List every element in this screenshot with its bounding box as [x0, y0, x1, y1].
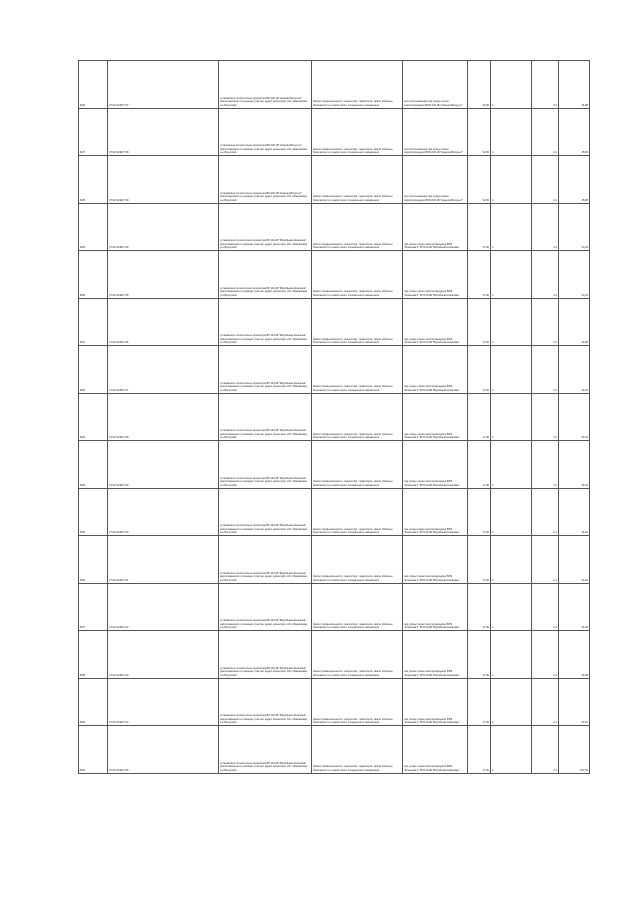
value-c-cell: 36,34: [559, 583, 590, 631]
area-cell: 17,00: [468, 678, 491, 726]
location-cell: установлено относительно ориентира ВЛ 110 кВ "Воробьево-Кинешма", расположенного в границах участка. адрес ориентира: обл. Ивановская, р-н Вичугский: [219, 536, 312, 584]
value-a-cell: 4: [491, 346, 532, 394]
value-b-cell: 0,1: [532, 298, 559, 346]
land-category-cell: Земли промышленности, энергетики, транспорта, земли обороны, безопасности и земли иного специального назначения: [312, 678, 403, 726]
area-cell: 17,00: [468, 346, 491, 394]
area-cell: 17,00: [468, 298, 491, 346]
value-a-cell: 4: [491, 61, 532, 109]
row-number: 8/39: [79, 678, 108, 726]
cadastral-number: 37:02:014627:43: [108, 631, 219, 679]
value-a-cell: 4: [491, 203, 532, 251]
value-b-cell: 0,1: [532, 441, 559, 489]
land-category-cell: Земли промышленности, энергетики, транспорта, земли обороны, безопасности и земли иного специального назначения: [312, 393, 403, 441]
table-row: [79, 346, 590, 394]
value-c-cell: 46,98: [559, 61, 590, 109]
location-cell: установлено относительно ориентира ВЛ 220 кВ "Нижняя-Вичуга-2", расположенного в границах участка. адрес ориентира: обл. Ивановская, р-н Вичугский: [219, 156, 312, 204]
value-b-cell: 0,1: [532, 583, 559, 631]
value-a-cell: 4: [491, 488, 532, 536]
row-number: 8/36: [79, 536, 108, 584]
permitted-use-cell: под опоры линии электропередачи ВЛЭ "Кинешма-1" ВЛ 110 кВ "Воробьево-Кинешма": [403, 678, 468, 726]
table-row: [79, 726, 590, 774]
value-c-cell: 36,24: [559, 346, 590, 394]
area-cell: 17,00: [468, 536, 491, 584]
area-cell: 32,00: [468, 156, 491, 204]
table-body: [79, 61, 590, 774]
row-number: 8/38: [79, 631, 108, 679]
area-cell: 17,00: [468, 631, 491, 679]
value-c-cell: 34,24: [559, 678, 590, 726]
value-b-cell: 0,1: [532, 393, 559, 441]
value-b-cell: 2,1: [532, 536, 559, 584]
permitted-use-cell: под опоры линии электропередачи ВЛЭ "Кинешма-1" ВЛ 110 кВ "Воробьево-Кинешма": [403, 536, 468, 584]
cadastral-number: 37:02:014627:37: [108, 61, 219, 109]
value-c-cell: 36,34: [559, 441, 590, 489]
area-cell: 17,00: [468, 488, 491, 536]
cadastral-number: 37:02:014627:44: [108, 678, 219, 726]
permitted-use-cell: под опоры линии электропередачи ВЛЭ "Кинешма-1" ВЛ 110 кВ "Воробьево-Кинешма": [403, 488, 468, 536]
table-row: [79, 488, 590, 536]
value-a-cell: 4: [491, 156, 532, 204]
value-b-cell: 0,1: [532, 156, 559, 204]
location-cell: установлено относительно ориентира ВЛ 110 кВ "Воробьево-Кинешма", расположенного в границах участка. адрес ориентира: обл. Ивановская, р-н Вичугский: [219, 203, 312, 251]
value-c-cell: 45,84: [559, 108, 590, 156]
value-a-cell: 4: [491, 393, 532, 441]
location-cell: установлено относительно ориентира ВЛ 110 кВ "Воробьево-Кинешма", расположенного в границах участка. адрес ориентира: обл. Ивановская, р-н Вичугский: [219, 583, 312, 631]
area-cell: 17,00: [468, 203, 491, 251]
land-category-cell: Земли промышленности, энергетики, транспорта, земли обороны, безопасности и земли иного специального назначения: [312, 298, 403, 346]
value-b-cell: 0,1: [532, 203, 559, 251]
table-row: [79, 536, 590, 584]
table-row: [79, 251, 590, 299]
row-number: 8/29: [79, 203, 108, 251]
table-row: [79, 61, 590, 109]
area-cell: 17,00: [468, 583, 491, 631]
value-c-cell: 36,24: [559, 488, 590, 536]
location-cell: установлено относительно ориентира ВЛ 110 кВ "Воробьево-Кинешма", расположенного в границах участка. адрес ориентира: обл. Ивановская, р-н Вичугский: [219, 678, 312, 726]
location-cell: установлено относительно ориентира ВЛ 110 кВ "Воробьево-Кинешма", расположенного в границах участка. адрес ориентира: обл. Ивановская, р-н Вичугский: [219, 393, 312, 441]
value-c-cell: 36,09: [559, 631, 590, 679]
value-c-cell: 121,54: [559, 726, 590, 774]
value-a-cell: 4: [491, 726, 532, 774]
value-b-cell: 0,1: [532, 61, 559, 109]
permitted-use-cell: под опоры линии электропередачи ВЛЭ "Кинешма-1" ВЛ 110 кВ "Воробьево-Кинешма": [403, 631, 468, 679]
permitted-use-cell: под опоры линии электропередачи ВЛЭ "Кинешма-1" ВЛ 110 кВ "Воробьево-Кинешма": [403, 346, 468, 394]
location-cell: установлено относительно ориентира ВЛ 110 кВ "Воробьево-Кинешма", расположенного в границах участка. адрес ориентира: обл. Ивановская, р-н Вичугский: [219, 251, 312, 299]
cadastral-number: 37:02:014627:36: [108, 298, 219, 346]
land-category-cell: Земли промышленности, энергетики, транспорта, земли обороны, безопасности и земли иного специального назначения: [312, 61, 403, 109]
table-row: [79, 203, 590, 251]
table-row: [79, 631, 590, 679]
permitted-use-cell: под опоры линии электропередачи ВЛЭ "Кинешма-1" ВЛ 110 кВ "Воробьево-Кинешма": [403, 583, 468, 631]
row-number: 8/27: [79, 108, 108, 156]
value-c-cell: 34,24: [559, 203, 590, 251]
row-number: 8/28: [79, 156, 108, 204]
cadastral-number: 37:02:014627:40: [108, 488, 219, 536]
cadastral-number: 37:02:014627:39: [108, 156, 219, 204]
location-cell: установлено относительно ориентира ВЛ 110 кВ "Воробьево-Кинешма", расположенного в границах участка. адрес ориентира: обл. Ивановская, р-н Вичугский: [219, 441, 312, 489]
area-cell: 17,00: [468, 726, 491, 774]
location-cell: установлено относительно ориентира ВЛ 110 кВ "Воробьево-Кинешма", расположенного в границах участка. адрес ориентира: обл. Ивановская, р-н Вичугский: [219, 488, 312, 536]
permitted-use-cell: под опоры линии электропередачи ВЛЭ "Кинешма-1" ВЛ 110 кВ "Воробьево-Кинешма": [403, 251, 468, 299]
row-number: 8/34: [79, 441, 108, 489]
cadastral-number: 37:02:014627:37: [108, 346, 219, 394]
permitted-use-cell: для использования под опоры линии электропередачи ВЛЭ 220 кВ "Нижняя-Вичуга-2": [403, 61, 468, 109]
table-row: [79, 393, 590, 441]
value-a-cell: 4: [491, 536, 532, 584]
land-category-cell: Земли промышленности, энергетики, транспорта, земли обороны, безопасности и земли иного специального назначения: [312, 346, 403, 394]
land-category-cell: Земли промышленности, энергетики, транспорта, земли обороны, безопасности и земли иного специального назначения: [312, 488, 403, 536]
land-category-cell: Земли промышленности, энергетики, транспорта, земли обороны, безопасности и земли иного специального назначения: [312, 108, 403, 156]
permitted-use-cell: для использования под опоры линии электропередачи ВЛЭ 220 кВ "Нижняя-Вичуга-2": [403, 108, 468, 156]
location-cell: установлено относительно ориентира ВЛ 220 кВ "Нижняя-Вичуга-2", расположенного в границах участка. адрес ориентира: обл. Ивановская, р-н Вичугский: [219, 108, 312, 156]
value-a-cell: 4: [491, 631, 532, 679]
land-category-cell: Земли промышленности, энергетики, транспорта, земли обороны, безопасности и земли иного специального назначения: [312, 631, 403, 679]
cadastral-number: 37:02:014627:38: [108, 108, 219, 156]
land-plot-table: [78, 60, 590, 774]
cadastral-number: 37:02:014627:41: [108, 536, 219, 584]
permitted-use-cell: под опоры линии электропередачи ВЛЭ "Кинешма-1" ВЛ 110 кВ "Воробьево-Кинешма": [403, 203, 468, 251]
value-b-cell: 0,1: [532, 251, 559, 299]
table-row: [79, 441, 590, 489]
value-c-cell: 45,98: [559, 156, 590, 204]
area-cell: 17,00: [468, 441, 491, 489]
area-cell: 17,00: [468, 251, 491, 299]
permitted-use-cell: для использования под опоры линии электропередачи ВЛЭ 220 кВ "Нижняя-Вичуга-2": [403, 156, 468, 204]
row-number: 8/33: [79, 393, 108, 441]
register-page: [78, 60, 590, 774]
land-category-cell: Земли промышленности, энергетики, транспорта, земли обороны, безопасности и земли иного специального назначения: [312, 726, 403, 774]
table-row: [79, 678, 590, 726]
value-b-cell: 0,1: [532, 631, 559, 679]
area-cell: 17,00: [468, 393, 491, 441]
cadastral-number: 37:02:014627:45: [108, 726, 219, 774]
land-category-cell: Земли промышленности, энергетики, транспорта, земли обороны, безопасности и земли иного специального назначения: [312, 536, 403, 584]
value-c-cell: 36,09: [559, 298, 590, 346]
row-number: 8/35: [79, 488, 108, 536]
land-category-cell: Земли промышленности, энергетики, транспорта, земли обороны, безопасности и земли иного специального назначения: [312, 251, 403, 299]
area-cell: 32,00: [468, 108, 491, 156]
permitted-use-cell: под опоры линии электропередачи ВЛЭ "Кинешма-1" ВЛ 110 кВ "Воробьево-Кинешма": [403, 393, 468, 441]
value-a-cell: 4: [491, 108, 532, 156]
permitted-use-cell: под опоры линии электропередачи ВЛЭ "Кинешма-1" ВЛ 110 кВ "Воробьево-Кинешма": [403, 298, 468, 346]
cadastral-number: 37:02:014627:39: [108, 441, 219, 489]
location-cell: установлено относительно ориентира ВЛ 110 кВ "Воробьево-Кинешма", расположенного в границах участка. адрес ориентира: обл. Ивановская, р-н Вичугский: [219, 726, 312, 774]
table-row: [79, 108, 590, 156]
cadastral-number: 37:02:014627:35: [108, 251, 219, 299]
land-category-cell: Земли промышленности, энергетики, транспорта, земли обороны, безопасности и земли иного специального назначения: [312, 583, 403, 631]
row-number: 8/32: [79, 346, 108, 394]
row-number: 8/31: [79, 298, 108, 346]
value-b-cell: 0,1: [532, 346, 559, 394]
value-a-cell: 4: [491, 678, 532, 726]
row-number: 8/26: [79, 61, 108, 109]
permitted-use-cell: под опоры линии электропередачи ВЛЭ "Кинешма-1" ВЛ 110 кВ "Воробьево-Кинешма": [403, 726, 468, 774]
area-cell: 32,00: [468, 61, 491, 109]
row-number: 8/30: [79, 251, 108, 299]
value-b-cell: 0,1: [532, 108, 559, 156]
value-b-cell: 0,1: [532, 726, 559, 774]
value-c-cell: 34,34: [559, 393, 590, 441]
value-b-cell: 2,1: [532, 678, 559, 726]
location-cell: установлено относительно ориентира ВЛ 110 кВ "Воробьево-Кинешма", расположенного в границах участка. адрес ориентира: обл. Ивановская, р-н Вичугский: [219, 298, 312, 346]
value-a-cell: 4: [491, 298, 532, 346]
location-cell: установлено относительно ориентира ВЛ 110 кВ "Воробьево-Кинешма", расположенного в границах участка. адрес ориентира: обл. Ивановская, р-н Вичугский: [219, 631, 312, 679]
value-c-cell: 34,34: [559, 251, 590, 299]
land-category-cell: Земли промышленности, энергетики, транспорта, земли обороны, безопасности и земли иного специального назначения: [312, 203, 403, 251]
value-c-cell: 34,24: [559, 536, 590, 584]
table-row: [79, 298, 590, 346]
cadastral-number: 37:02:014627:34: [108, 203, 219, 251]
row-number: 8/37: [79, 583, 108, 631]
value-a-cell: 4: [491, 583, 532, 631]
table-row: [79, 583, 590, 631]
location-cell: установлено относительно ориентира ВЛ 220 кВ "Нижняя-Вичуга-2", расположенного в границах участка. адрес ориентира: обл. Ивановская, р-н Вичугский: [219, 61, 312, 109]
land-category-cell: Земли промышленности, энергетики, транспорта, земли обороны, безопасности и земли иного специального назначения: [312, 441, 403, 489]
cadastral-number: 37:02:014627:38: [108, 393, 219, 441]
cadastral-number: 37:02:014627:42: [108, 583, 219, 631]
value-b-cell: 0,1: [532, 488, 559, 536]
land-category-cell: Земли промышленности, энергетики, транспорта, земли обороны, безопасности и земли иного специального назначения: [312, 156, 403, 204]
table-row: [79, 156, 590, 204]
location-cell: установлено относительно ориентира ВЛ 110 кВ "Воробьево-Кинешма", расположенного в границах участка. адрес ориентира: обл. Ивановская, р-н Вичугский: [219, 346, 312, 394]
row-number: 8/40: [79, 726, 108, 774]
value-a-cell: 4: [491, 251, 532, 299]
permitted-use-cell: под опоры линии электропередачи ВЛЭ "Кинешма-1" ВЛ 110 кВ "Воробьево-Кинешма": [403, 441, 468, 489]
value-a-cell: 4: [491, 441, 532, 489]
